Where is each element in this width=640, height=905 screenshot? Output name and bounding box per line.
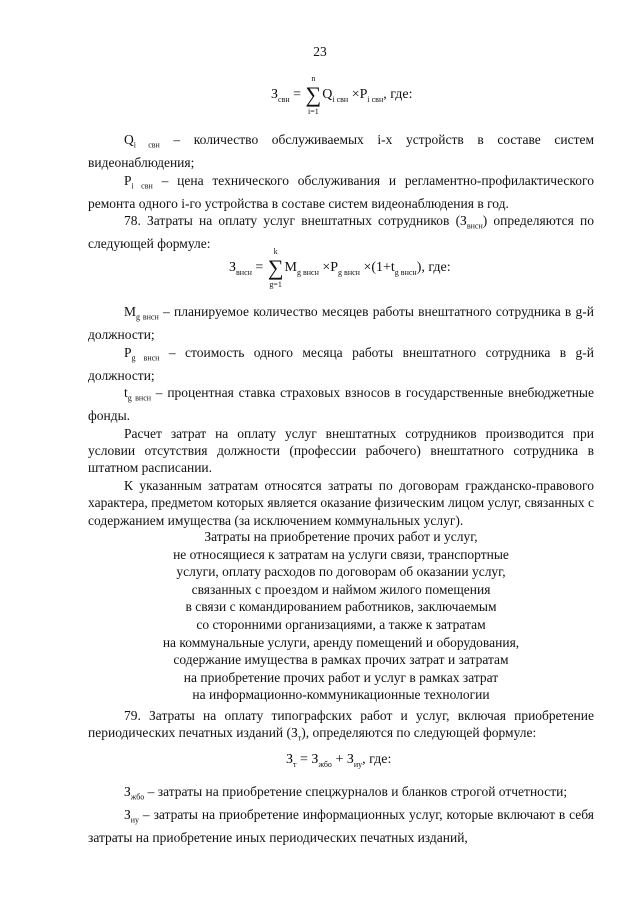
paragraph: $P_{g внсн}$ – стоимость одного месяца работы внештатного сотрудника в g-й должности; <box>88 344 595 383</box>
paragraph: 79. Затраты на оплату типографских работ и услуг, включая приобретение периодических печатных изданий $(З_т)$, определяются по следующей формуле: <box>88 708 594 744</box>
paragraph: 78. Затраты на оплату услуг внештатных сотрудников $(З_{внсн})$ определяются по следующей формуле: <box>88 213 594 252</box>
paragraph: $Q_{i свн}$ – количество обслуживаемых i-х устройств в составе систем видеонаблюдения; <box>88 132 594 171</box>
sum-symbol: ∑ n i=1 <box>305 74 322 116</box>
formula-freelance-staff: $З_{внсн}$ = ∑ k g=1 $M_{g внсн} \times P_{g внсн} \times(1+t_{g внсн})$, где: <box>229 247 451 289</box>
definitions-block-1 <box>88 131 594 253</box>
sum-symbol: ∑ k g=1 <box>267 247 284 289</box>
paragraph: К указанным затратам относятся затраты по договорам гражданско-правового характера, предметом которых является оказание физическим лицом услуг, связанных с содержанием имущества (за исключением коммунальных услуг). <box>88 477 594 528</box>
paragraph: $З_{иу}$ – затраты на приобретение информационных услуг, которые включают в себя затраты на приобретение иных периодических печатных изданий, <box>88 807 594 846</box>
formula-video-surveillance: $З_{свн}$ = ∑ n i=1 $Q_{i свн} \times P_{i свн}$, где: <box>271 74 413 116</box>
paragraph: $P_{i свн}$ – цена технического обслуживания и регламентно-профилактического ремонта одного i-го устройства в составе систем видеонаблюдения в год. <box>88 172 594 211</box>
paragraph-79 <box>88 707 594 748</box>
paragraph: $M_{g внсн}$ – планируемое количество месяцев работы внештатного сотрудника в g-й должности; <box>88 304 594 343</box>
paragraph: $t_{g внсн}$ – процентная ставка страховых взносов в государственные внебюджетные фонды. <box>88 385 594 424</box>
paragraph: $З_{жбо}$ – затраты на приобретение спецжурналов и бланков строгой отчетности; <box>124 784 568 802</box>
paragraph: Расчет затрат на оплату услуг внештатных сотрудников производится при условии отсутствия должности (профессии рабочего) внештатного сотрудника в штатном расписании. <box>88 425 594 476</box>
section-heading: Затраты на приобретение прочих работ и услуг, не относящиеся к затратам на услуги связи, транспортные услуги, оплату расходов по договорам об оказании услуг, связанных с проездом и наймом жилого помещения в связи с командированием работников, заключаемым со сторонними организациями, а также к затратам на коммунальные услуги, аренду помещений и оборудования, содержание имущества в рамках прочих затрат и затратам на приобретение прочих работ и услуг в рамках затрат на информационно-коммуникационные технологии <box>162 529 520 703</box>
definitions-block-4 <box>88 783 594 847</box>
page-number: 23 <box>313 44 327 59</box>
formula-printing: $З_т = З_{жбо} + З_{иу}$, где: <box>286 752 392 769</box>
definitions-block-2 <box>88 303 594 529</box>
